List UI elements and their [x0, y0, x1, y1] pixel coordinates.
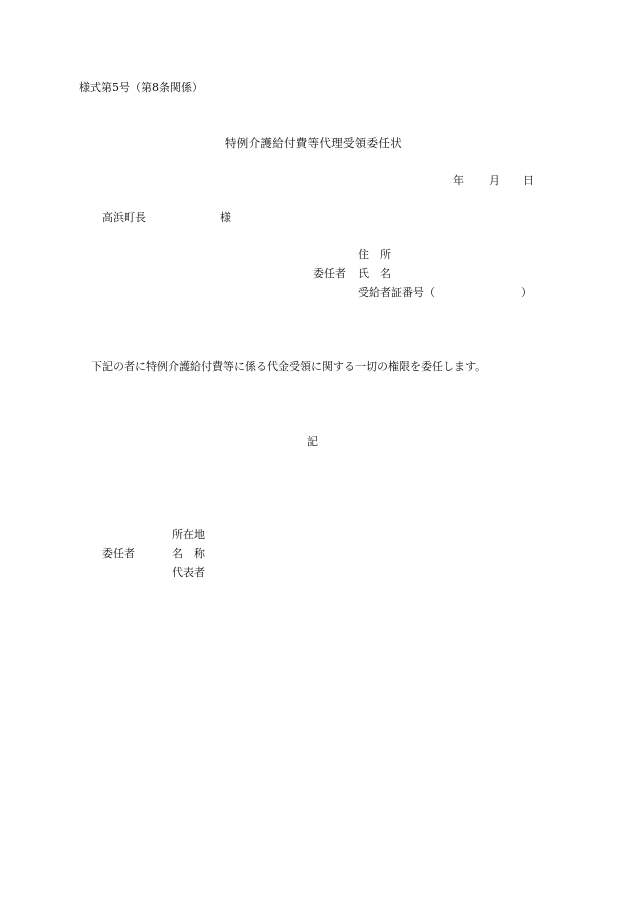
delegator-address-label: 住 所 [358, 248, 391, 261]
delegator-role-label: 委任者 [313, 267, 346, 280]
delegatee-role-label: 委任者 [102, 547, 135, 560]
date-year-label: 年 [453, 174, 464, 187]
delegator-cert-number-label: 受給者証番号（ [358, 286, 435, 299]
document-title: 特例介護給付費等代理受領委任状 [225, 136, 402, 150]
delegation-statement: 下記の者に特例介護給付費等に係る代金受領に関する一切の権限を委任します。 [91, 360, 487, 373]
form-number: 様式第5号（第8条関係） [79, 81, 203, 94]
date-day-label: 日 [523, 174, 534, 187]
delegatee-location-label: 所在地 [172, 528, 205, 541]
delegatee-name-label: 名 称 [172, 547, 205, 560]
delegatee-representative-label: 代表者 [172, 566, 205, 579]
date-month-label: 月 [489, 174, 500, 187]
ki-heading: 記 [307, 435, 318, 448]
addressee-honorific: 様 [220, 211, 231, 224]
delegator-cert-number-close: ） [521, 286, 532, 299]
addressee-name: 高浜町長 [102, 211, 146, 224]
delegator-name-label: 氏 名 [358, 267, 391, 280]
